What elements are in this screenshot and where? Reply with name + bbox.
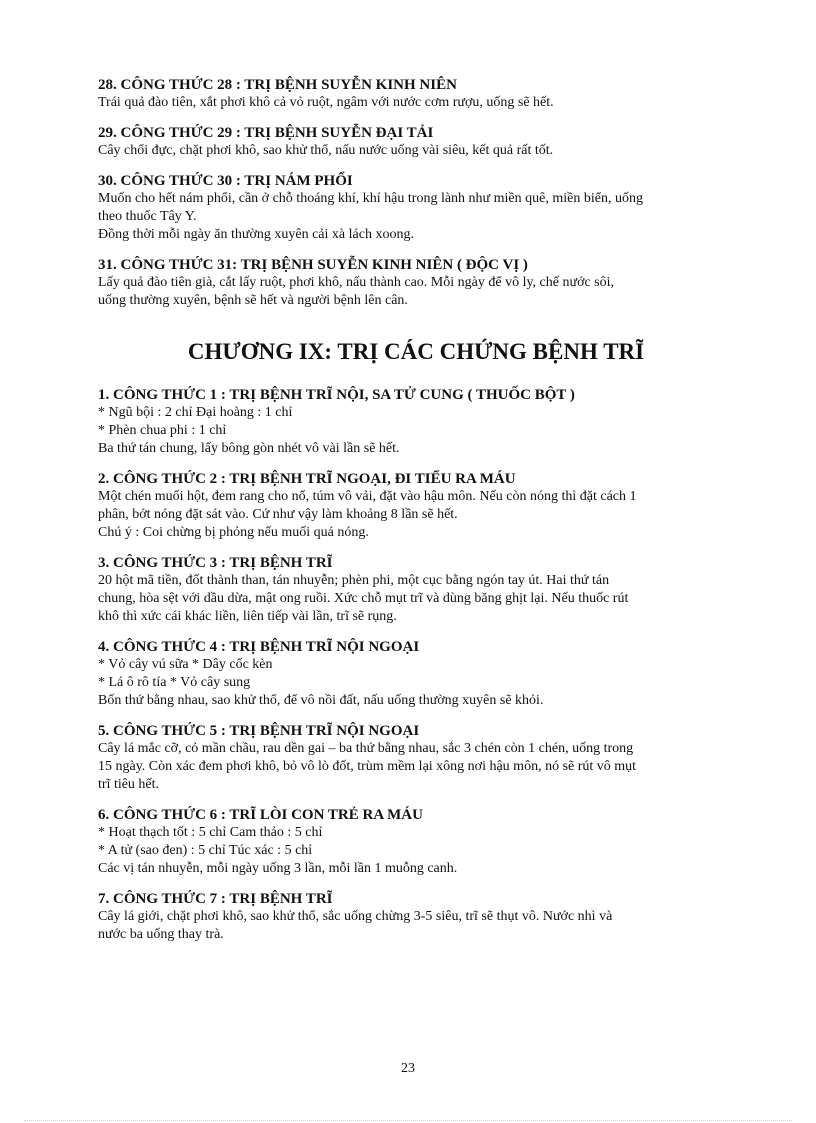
recipe-section (98, 256, 734, 310)
recipe-text-line: Các vị tán nhuyễn, mỗi ngày uống 3 lần, mỗi lần 1 muỗng canh. (98, 861, 458, 876)
chapter-title: CHƯƠNG IX: TRỊ CÁC CHỨNG BỆNH TRĨ (187, 339, 645, 364)
recipe-text-line: khô thì xức cái khác liền, liên tiếp vài lần, trĩ sẽ rụng. (98, 609, 397, 624)
recipe-text-line: Lấy quả đào tiên già, cắt lấy ruột, phơi khô, nấu thành cao. Mỗi ngày để vô ly, chế nước sôi, (98, 275, 615, 290)
recipe-section (98, 470, 734, 542)
recipe-text-line: Cây lá mắc cỡ, cỏ mần chầu, rau dền gai – ba thứ bằng nhau, sắc 3 chén còn 1 chén, uống trong (98, 741, 634, 756)
recipe-text-line: Cây chổi đực, chặt phơi khô, sao khử thổ, nấu nước uống vài siêu, kết quả rất tốt. (98, 143, 554, 158)
recipe-text-line: * Phèn chua phi : 1 chỉ (98, 423, 227, 438)
sections-before-chapter (98, 76, 734, 310)
recipe-text-line: uống thường xuyên, bệnh sẽ hết và người bệnh lên cân. (98, 293, 408, 308)
recipe-text-line: Cây lá giới, chặt phơi khô, sao khử thổ, sắc uống chừng 3-5 siêu, trĩ sẽ thụt vô. Nước nhì và (98, 909, 613, 924)
recipe-title: 31. CÔNG THỨC 31: TRỊ BỆNH SUYỄN KINH NIÊN ( ĐỘC VỊ ) (98, 257, 528, 273)
recipe-text-line: Trái quả đào tiên, xắt phơi khô cả vỏ ruột, ngâm với nước cơm rượu, uống sẽ hết. (98, 95, 554, 110)
recipe-text-line: * Lá ô rô tía * Vỏ cây sung (98, 675, 251, 690)
recipe-text-line: Đồng thời mỗi ngày ăn thường xuyên cải xà lách xoong. (98, 227, 414, 242)
bottom-divider (24, 1120, 792, 1121)
recipe-section (98, 890, 734, 944)
recipe-section (98, 722, 734, 794)
recipe-title: 5. CÔNG THỨC 5 : TRỊ BỆNH TRĨ NỘI NGOẠI (98, 723, 420, 739)
recipe-title: 29. CÔNG THỨC 29 : TRỊ BỆNH SUYỄN ĐẠI TẢI (98, 125, 434, 141)
recipe-text-line: nước ba uống thay trà. (98, 927, 224, 942)
recipe-title: 7. CÔNG THỨC 7 : TRỊ BỆNH TRĨ (98, 891, 333, 907)
recipe-text-line: Ba thứ tán chung, lấy bông gòn nhét vô vài lần sẽ hết. (98, 441, 400, 456)
recipe-text-line: 20 hột mã tiền, đốt thành than, tán nhuyễn; phèn phi, một cục bằng ngón tay út. Hai thứ tán (98, 573, 610, 588)
recipe-text-line: phân, bớt nóng đặt sát vào. Cứ như vậy làm khoảng 8 lần sẽ hết. (98, 507, 458, 522)
recipe-title: 2. CÔNG THỨC 2 : TRỊ BỆNH TRĨ NGOẠI, ĐI TIỂU RA MÁU (98, 471, 516, 487)
recipe-text-line: chung, hòa sệt với dầu dừa, mật ong ruồi. Xức chỗ mụt trĩ và dùng băng ghịt lại. Nếu thuốc rút (98, 591, 629, 606)
recipe-text-line: trĩ tiêu hết. (98, 777, 160, 792)
recipe-text-line: * Ngũ bội : 2 chỉ Đại hoàng : 1 chỉ (98, 405, 293, 420)
recipe-title: 3. CÔNG THỨC 3 : TRỊ BỆNH TRĨ (98, 555, 333, 571)
recipe-title: 30. CÔNG THỨC 30 : TRỊ NÁM PHỔI (98, 173, 353, 189)
recipe-section (98, 124, 734, 160)
recipe-text-line: theo thuốc Tây Y. (98, 209, 197, 224)
recipe-section (98, 76, 734, 112)
recipe-section (98, 172, 734, 244)
sections-after-chapter (98, 386, 734, 944)
recipe-section (98, 386, 734, 458)
recipe-title: 6. CÔNG THỨC 6 : TRĨ LÒI CON TRẺ RA MÁU (98, 807, 423, 823)
recipe-text-line: * A tử (sao đen) : 5 chỉ Túc xác : 5 chỉ (98, 843, 313, 858)
recipe-title: 1. CÔNG THỨC 1 : TRỊ BỆNH TRĨ NỘI, SA TỬ CUNG ( THUỐC BỘT ) (98, 387, 575, 403)
recipe-text-line: * Vỏ cây vú sữa * Dây cốc kèn (98, 657, 273, 672)
recipe-section (98, 554, 734, 626)
recipe-text-line: Một chén muối hột, đem rang cho nổ, túm vô vải, đặt vào hậu môn. Nếu còn nóng thì đặt cách 1 (98, 489, 637, 504)
recipe-text-line: * Hoạt thạch tốt : 5 chỉ Cam thảo : 5 chỉ (98, 825, 323, 840)
recipe-section (98, 806, 734, 878)
recipe-text-line: Muốn cho hết nám phổi, cần ở chỗ thoáng khí, khí hậu trong lành như miền quê, miền biển, uống (98, 191, 643, 206)
recipe-title: 28. CÔNG THỨC 28 : TRỊ BỆNH SUYỄN KINH NIÊN (98, 77, 457, 93)
recipe-section (98, 638, 734, 710)
recipe-text-line: 15 ngày. Còn xác đem phơi khô, bỏ vô lò đốt, trùm mềm lại xông nơi hậu môn, nó sẽ rút vô mụt (98, 759, 637, 774)
page-content (98, 76, 734, 956)
page-number: 23 (401, 1061, 415, 1076)
recipe-title: 4. CÔNG THỨC 4 : TRỊ BỆNH TRĨ NỘI NGOẠI (98, 639, 420, 655)
recipe-text-line: Chú ý : Coi chừng bị phỏng nếu muối quá nóng. (98, 525, 369, 540)
recipe-text-line: Bốn thứ bằng nhau, sao khử thổ, để vô nồi đất, nấu uống thường xuyên sẽ khỏi. (98, 693, 544, 708)
